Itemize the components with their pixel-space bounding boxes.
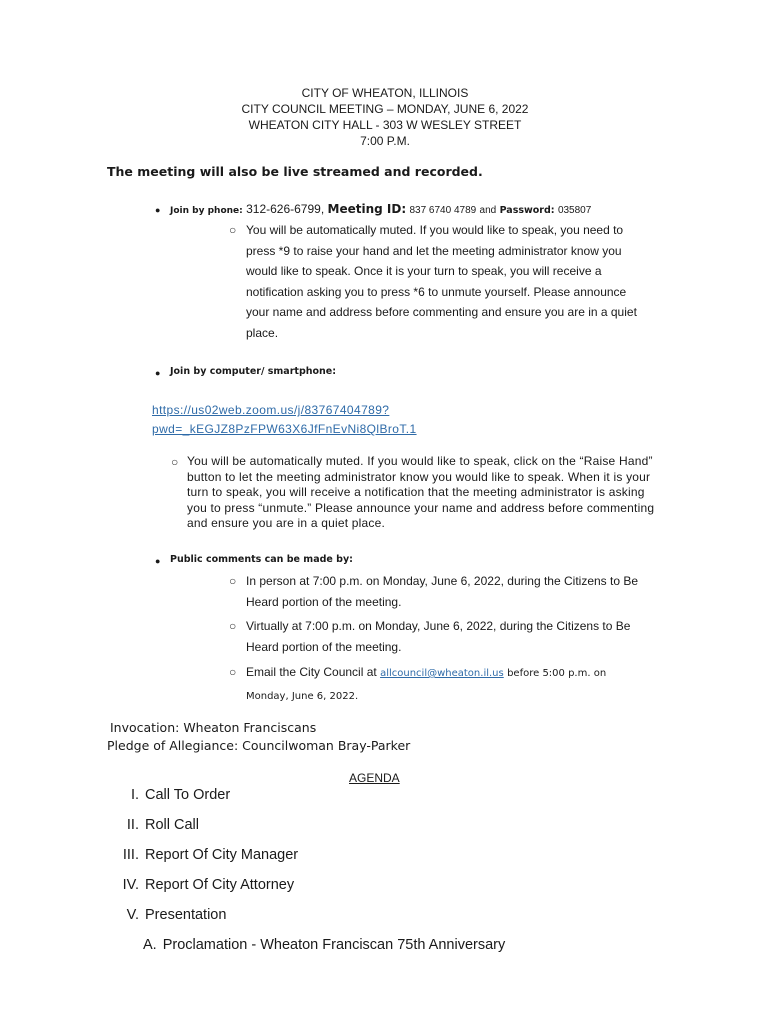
email-suffix-1: before 5:00 p.m. on bbox=[507, 668, 607, 679]
agenda-sub-item-number: A. bbox=[143, 937, 157, 953]
meeting-id: 837 6740 4789 bbox=[409, 205, 477, 216]
bullet-icon: ● bbox=[155, 556, 161, 566]
public-comments-label: Public comments can be made by: bbox=[170, 554, 353, 565]
circle-bullet-icon: ○ bbox=[229, 223, 237, 237]
agenda-sub-item bbox=[143, 936, 505, 954]
phone-instruction: You will be automatically muted. If you would like to speak, you need to press *9 to raise your hand and let the meeting administrator know you would like to speak. Once it is your turn to speak, you will receive a notification asking you to press *6 to unmute yourself. Please announce your name and address before commenting and ensure you are in a quiet place. bbox=[246, 223, 637, 340]
agenda-title: AGENDA bbox=[349, 771, 400, 785]
and-text: and bbox=[479, 205, 497, 216]
header-line-3: WHEATON CITY HALL - 303 W WESLEY STREET bbox=[248, 118, 522, 132]
phone-label: Join by phone: bbox=[170, 206, 243, 216]
zoom-link-line-2[interactable]: pwd=_kEGJZ8PzFPW63X6JfFnEvNi8QlBroT.1 bbox=[152, 422, 417, 436]
agenda-item bbox=[99, 816, 199, 834]
email-prefix: Email the City Council at bbox=[246, 665, 377, 679]
invocation: Invocation: Wheaton Franciscans bbox=[110, 720, 317, 735]
agenda-sub-item-label: Proclamation - Wheaton Franciscan 75th Anniversary bbox=[162, 937, 506, 953]
email-suffix-2: Monday, June 6, 2022. bbox=[246, 690, 359, 702]
agenda-item-number: IV. bbox=[122, 877, 139, 893]
zoom-link[interactable] bbox=[152, 401, 417, 439]
virtual-option: Virtually at 7:00 p.m. on Monday, June 6, 2022, during the Citizens to Be Heard portion of the meeting. bbox=[246, 619, 631, 654]
header-line-2: CITY COUNCIL MEETING – MONDAY, JUNE 6, 2022 bbox=[241, 102, 529, 116]
email-link[interactable]: allcouncil@wheaton.il.us bbox=[380, 668, 504, 679]
agenda-item bbox=[99, 876, 294, 894]
agenda-item-number: II. bbox=[126, 817, 139, 833]
agenda-item bbox=[99, 786, 230, 804]
circle-bullet-icon: ○ bbox=[171, 455, 179, 469]
livestream-note: The meeting will also be live streamed and recorded. bbox=[107, 164, 483, 179]
circle-bullet-icon: ○ bbox=[229, 574, 237, 588]
email-option bbox=[246, 662, 666, 707]
in-person-option: In person at 7:00 p.m. on Monday, June 6, 2022, during the Citizens to Be Heard portion of the meeting. bbox=[246, 574, 639, 609]
circle-bullet-icon: ○ bbox=[229, 665, 237, 679]
agenda-item bbox=[99, 846, 298, 864]
computer-label: Join by computer/ smartphone: bbox=[170, 366, 337, 377]
password: 035807 bbox=[557, 205, 592, 216]
agenda-item-number: V. bbox=[126, 907, 139, 923]
bullet-icon: ● bbox=[155, 368, 161, 378]
zoom-link-line-1[interactable]: https://us02web.zoom.us/j/83767404789? bbox=[152, 403, 390, 417]
header-line-4: 7:00 P.M. bbox=[360, 134, 410, 148]
bullet-icon: ● bbox=[155, 205, 161, 215]
agenda-item-label: Roll Call bbox=[145, 817, 199, 833]
meeting-id-label: Meeting ID: bbox=[327, 202, 407, 216]
agenda-item-label: Call To Order bbox=[145, 787, 231, 803]
pledge: Pledge of Allegiance: Councilwoman Bray-Parker bbox=[107, 738, 411, 753]
header-line-1: CITY OF WHEATON, ILLINOIS bbox=[301, 86, 469, 100]
agenda-item-label: Report Of City Manager bbox=[145, 847, 299, 863]
phone-line bbox=[170, 202, 591, 216]
agenda-item-label: Presentation bbox=[145, 907, 227, 923]
computer-instruction: You will be automatically muted. If you would like to speak, click on the “Raise Hand” button to let the meeting administrator know you would like to speak. When it is your turn to speak, you will receive a notification that the meeting administrator is asking you to press “unmute.” Please announce your name and address before commenting and ensure you are in a quiet place. bbox=[187, 454, 655, 530]
phone-number: 312-626-6799, bbox=[246, 202, 325, 216]
agenda-item-number: III. bbox=[122, 847, 139, 863]
circle-bullet-icon: ○ bbox=[229, 619, 237, 633]
agenda-item-number: I. bbox=[130, 787, 139, 803]
agenda-item bbox=[99, 906, 226, 924]
agenda-item-label: Report Of City Attorney bbox=[145, 877, 295, 893]
password-label: Password: bbox=[499, 205, 555, 216]
